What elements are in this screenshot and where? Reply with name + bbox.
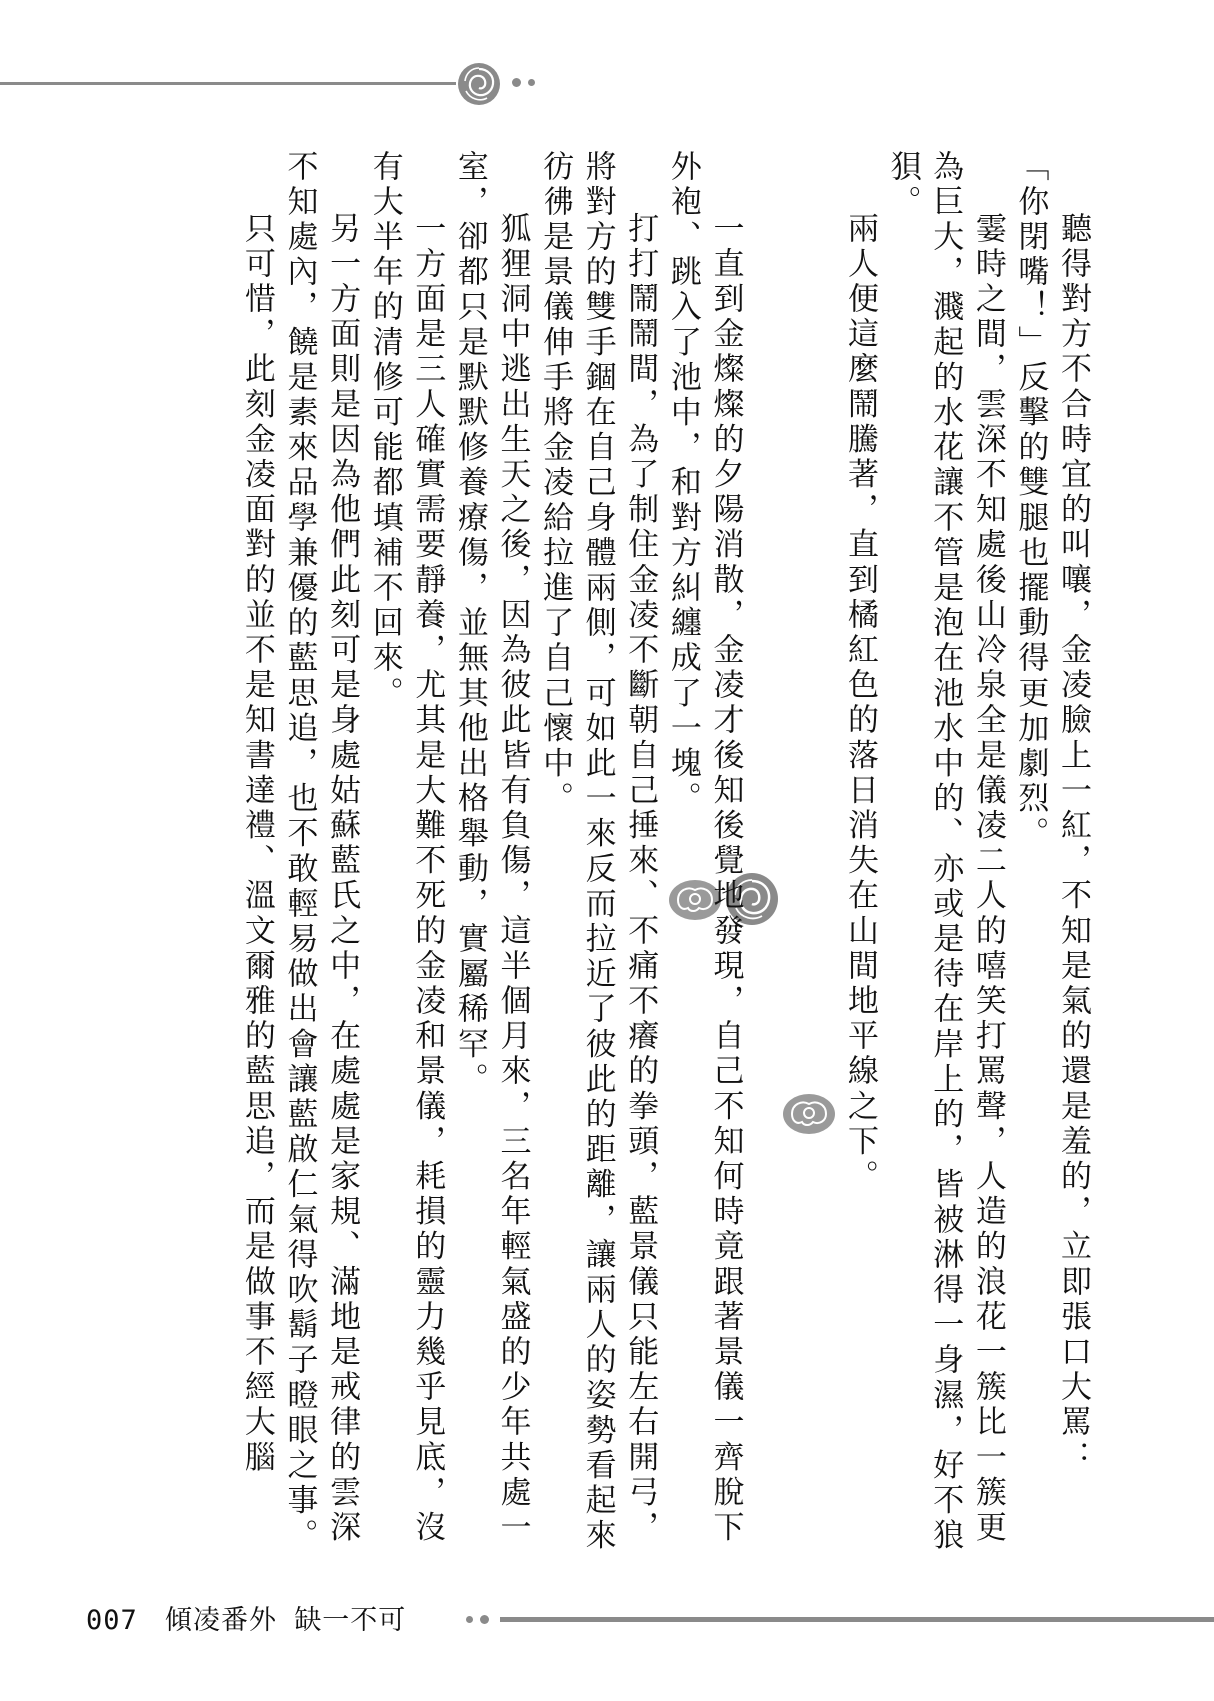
book-title: 傾凌番外	[165, 1605, 278, 1636]
cloud-swirl-icon	[780, 1088, 838, 1138]
ornament-dot	[512, 78, 521, 87]
paragraph: 打打鬧鬧間，為了制住金凌不斷朝自己捶來、不痛不癢的拳頭，藍景儀只能左右開弓，將對方的雙手錮在自己身體兩側，可如此一來反而拉近了彼此的距離，讓兩人的姿勢看起來彷彿是景儀伸手將金凌給拉進了自己懷中。	[537, 150, 659, 1554]
rose-swirl-icon	[456, 61, 502, 107]
header-rule	[0, 82, 456, 85]
scene-break	[746, 150, 838, 1570]
chapter-title: 缺一不可	[294, 1605, 407, 1636]
ornament-dot	[466, 1616, 473, 1623]
paragraph: 一直到金燦燦的夕陽消散，金凌才後知後覺地發現，自己不知何時竟跟著景儀一齊脫下外袍、跳入了池中，和對方糾纏成了一塊。	[664, 150, 744, 1546]
paragraph: 「你閉嘴！」反擊的雙腿也擺動得更加劇烈。	[1012, 150, 1049, 852]
vertical-text-body	[104, 150, 1094, 1570]
paragraph: 狐狸洞中逃出生天之後，因為彼此皆有負傷，這半個月來，三名年輕氣盛的少年共處一室，卻都只是默默修養療傷，並無其他出格舉動，實屬稀罕。	[451, 150, 531, 1546]
paragraph: 另一方面則是因為他們此刻可是身處姑蘇藍氏之中，在處處是家規、滿地是戒律的雲深不知處內，饒是素來品學兼優的藍思追，也不敢輕易做出會讓藍啟仁氣得吹鬍子瞪眼之事。	[281, 150, 361, 1554]
paragraph: 一方面是三人確實需要靜養，尤其是大難不死的金凌和景儀，耗損的靈力幾乎見底，沒有大半年的清修可能都填補不回來。	[366, 150, 446, 1546]
page-footer	[86, 1598, 406, 1637]
ornament-dot	[528, 79, 535, 86]
page-number: 007	[86, 1605, 138, 1636]
footer-rule	[500, 1617, 1214, 1622]
paragraph: 只可惜，此刻金凌面對的並不是知書達禮、溫文爾雅的藍思追，而是做事不經大腦	[238, 212, 275, 1476]
ornament-dot	[480, 1615, 489, 1624]
paragraph: 聽得對方不合時宜的叫嚷，金凌臉上一紅，不知是氣的還是羞的，立即張口大罵：	[1055, 212, 1091, 1476]
paragraph: 霎時之間，雲深不知處後山冷泉全是儀凌二人的嘻笑打罵聲，人造的浪花一簇比一簇更為巨大，濺起的水花讓不管是泡在池水中的、亦或是待在岸上的，皆被淋得一身濕，好不狼狽。	[884, 150, 1006, 1554]
paragraph: 兩人便這麼鬧騰著，直到橘紅色的落日消失在山間地平線之下。	[842, 212, 879, 1195]
